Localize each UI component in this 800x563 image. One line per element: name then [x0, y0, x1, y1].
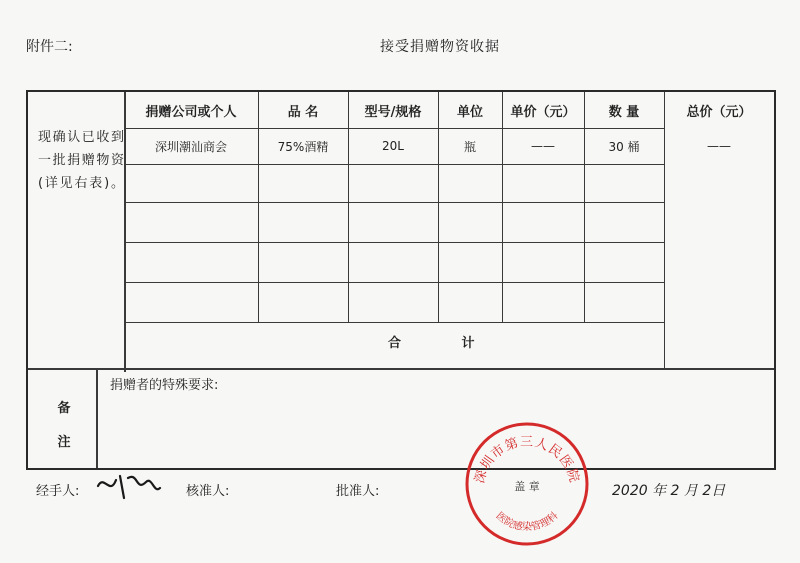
remarks-label-divider: [96, 369, 98, 468]
header-total-price: 总价（元）: [686, 104, 752, 120]
row-line: [124, 202, 664, 203]
header-item-name: 品 名: [287, 104, 319, 120]
svg-text:深圳市第三人民医院: [472, 435, 581, 485]
header-model-spec: 型号/规格: [364, 104, 422, 120]
header-unit-price: 单价（元）: [510, 104, 576, 120]
row-line: [124, 242, 664, 243]
seal-bottom-text: 医院感染管理科: [493, 510, 561, 534]
remarks-label: 备注: [57, 401, 71, 450]
receipt-date: 2020 年 2 月 2日: [612, 483, 726, 499]
approver-label: 批准人:: [336, 484, 380, 499]
stamp-label: 盖 章: [514, 480, 540, 493]
table-cell: ——: [707, 139, 731, 153]
handler-signature: [94, 466, 164, 508]
receipt-confirmation-note: 现确认已收到一批捐赠物资(详见右表)。: [38, 130, 124, 191]
receipt-form: [26, 90, 776, 470]
table-cell: 瓶: [463, 139, 476, 154]
table-cell: 20L: [382, 139, 404, 153]
document-title: 接受捐赠物资收据: [380, 39, 500, 55]
table-cell: 75%酒精: [277, 139, 329, 154]
header-donor: 捐赠公司或个人: [145, 104, 237, 120]
table-cell: 30 桶: [608, 139, 640, 154]
official-seal: [463, 420, 591, 548]
reviewer-label: 核准人:: [186, 484, 230, 499]
header-unit: 单位: [456, 104, 483, 120]
special-requirements-label: 捐赠者的特殊要求:: [110, 378, 219, 393]
row-line: [124, 322, 664, 323]
row-line: [124, 282, 664, 283]
handler-label: 经手人:: [36, 484, 80, 499]
table-cell: 深圳潮汕商会: [154, 139, 227, 154]
header-quantity: 数 量: [608, 104, 640, 120]
svg-text:医院感染管理科: [494, 509, 561, 533]
total-label: 合 计: [388, 336, 503, 351]
annex-label: 附件二:: [26, 39, 73, 55]
row-line: [124, 164, 664, 165]
seal-top-text: 深圳市第三人民医院: [472, 435, 582, 486]
table-cell: ——: [531, 139, 555, 153]
remarks-divider: [28, 368, 774, 370]
